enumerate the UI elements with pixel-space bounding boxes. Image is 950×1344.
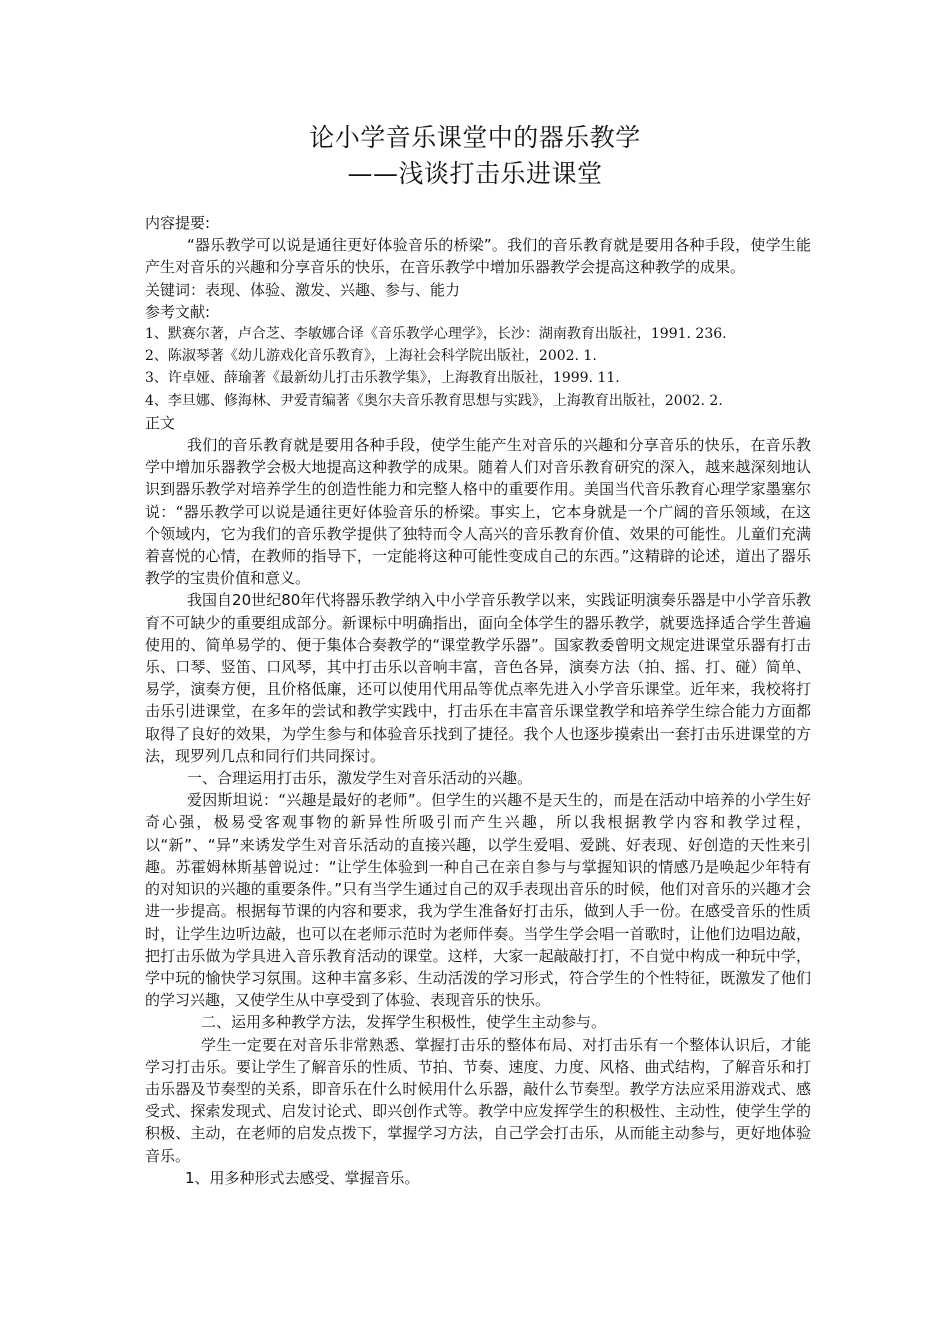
abstract-paragraph: “器乐教学可以说是通往更好体验音乐的桥梁”。我们的音乐教育就是要用各种手段，使学生能产生对音乐的兴趣和分享音乐的快乐，在音乐教学中增加乐器教学会提高这种教学的成果。 — [145, 236, 811, 277]
document-title: 论小学音乐课堂中的器乐教学 — [309, 123, 641, 152]
reference-item: 3、许卓娅、薛瑜著《最新幼儿打击乐教学集》，上海教育出版社，1999. 11. — [145, 370, 620, 387]
references-label: 参考文献: — [145, 302, 211, 321]
reference-item: 4、李旦娜、修海林、尹爱青编著《奥尔夫音乐教育思想与实践》，上海教育出版社，2002. 2. — [145, 392, 723, 409]
body-paragraph: 我们的音乐教育就是要用各种手段，使学生能产生对音乐的兴趣和分享音乐的快乐，在音乐教学中增加乐器教学会极大地提高这种教学的成果。随着人们对音乐教育研究的深入，越来越深刻地认识到器乐教学对培养学生的创造性能力和完整人格中的重要作用。美国当代音乐教育心理学家墨塞尔说：“器乐教学可以说是通往更好体验音乐的桥梁。事实上，它本身就是一个广阔的音乐领域，在这个领域内，它为我们的音乐教学提供了独特而令人高兴的音乐教育价值、效果的可能性。儿童们充满着喜悦的心情，在教师的指导下，一定能将这种可能性变成自己的东西。”这精辟的论述，道出了器乐教学的宝贵价值和意义。 — [145, 436, 811, 588]
reference-item: 2、陈淑琴著《幼儿游戏化音乐教育》，上海社会科学院出版社，2002. 1. — [145, 348, 597, 365]
body-paragraph: 学生一定要在对音乐非常熟悉、掌握打击乐的整体布局、对打击乐有一个整体认识后，才能学习打击乐。要让学生了解音乐的性质、节拍、节奏、速度、力度、风格、曲式结构，了解音乐和打击乐器及节奏型的关系，即音乐在什么时候用什么乐器，敲什么节奏型。教学方法应采用游戏式、感受式、探索发现式、启发讨论式、即兴创作式等。教学中应发挥学生的积极性、主动性，使学生学的积极、主动，在老师的启发点拨下，掌握学习方法，自己学会打击乐，从而能主动参与，更好地体验音乐。 — [145, 1035, 811, 1165]
document-subtitle: ——浅谈打击乐进课堂 — [347, 159, 603, 188]
body-label: 正文 — [145, 413, 176, 432]
subsection-heading: 1、用多种形式去感受、掌握音乐。 — [185, 1168, 420, 1187]
section-heading: 一、合理运用打击乐，激发学生对音乐活动的兴趣。 — [187, 769, 533, 788]
keywords-line: 关键词：表现、体验、激发、兴趣、参与、能力 — [145, 280, 461, 299]
document-body — [145, 212, 811, 1189]
reference-item: 1、默赛尔著，卢合芝、李敏娜合译《音乐教学心理学》，长沙：湖南教育出版社，1991. 236. — [145, 326, 727, 343]
abstract-label: 内容提要: — [145, 214, 211, 232]
body-paragraph: 爱因斯坦说：“兴趣是最好的老师”。但学生的兴趣不是天生的，而是在活动中培养的小学生好奇心强，极易受客观事物的新异性所吸引而产生兴趣，所以我根据教学内容和教学过程，以“新”、“异”来诱发学生对音乐活动的直接兴趣，以学生爱唱、爱跳、好表现、好创造的天性来引趣。苏霍姆林斯基曾说过：“让学生体验到一种自己在亲自参与与掌握知识的情感乃是唤起少年特有的对知识的兴趣的重要条件。”只有当学生通过自己的双手表现出音乐的时候，他们对音乐的兴趣才会进一步提高。根据每节课的内容和要求，我为学生准备好打击乐，做到人手一份。在感受音乐的性质时，让学生边听边敲，也可以在老师示范时为老师伴奏。当学生学会唱一首歌时，让他们边唱边敲，把打击乐做为学具进入音乐教育活动的课堂。这样，大家一起敲敲打打，不自觉中构成一种玩中学，学中玩的愉快学习氛围。这种丰富多彩、生动活泼的学习形式，符合学生的个性特征，既激发了他们的学习兴趣，又使学生从中享受到了体验、表现音乐的快乐。 — [145, 791, 811, 1010]
body-paragraph: 我国自20世纪80年代将器乐教学纳入中小学音乐教学以来，实践证明演奏乐器是中小学音乐教育不可缺少的重要组成部分。新课标中明确指出，面向全体学生的器乐教学，就要选择适合学生普遍使用的、简单易学的、便于集体合奏教学的“课堂教学乐器”。国家教委曾明文规定进课堂乐器有打击乐、口琴、竖笛、口风琴，其中打击乐以音响丰富，音色各异，演奏方法（拍、摇、打、碰）简单、易学，演奏方便，且价格低廉，还可以使用代用品等优点率先进入小学音乐课堂。近年来，我校将打击乐引进课堂，在多年的尝试和教学实践中，打击乐在丰富音乐课堂教学和培养学生综合能力方面都取得了良好的效果，为学生参与和体验音乐找到了捷径。我个人也逐步摸索出一套打击乐进课堂的方法，现罗列几点和同行们共同探讨。 — [145, 591, 811, 765]
section-heading: 二、运用多种教学方法，发挥学生积极性，使学生主动参与。 — [201, 1013, 607, 1032]
